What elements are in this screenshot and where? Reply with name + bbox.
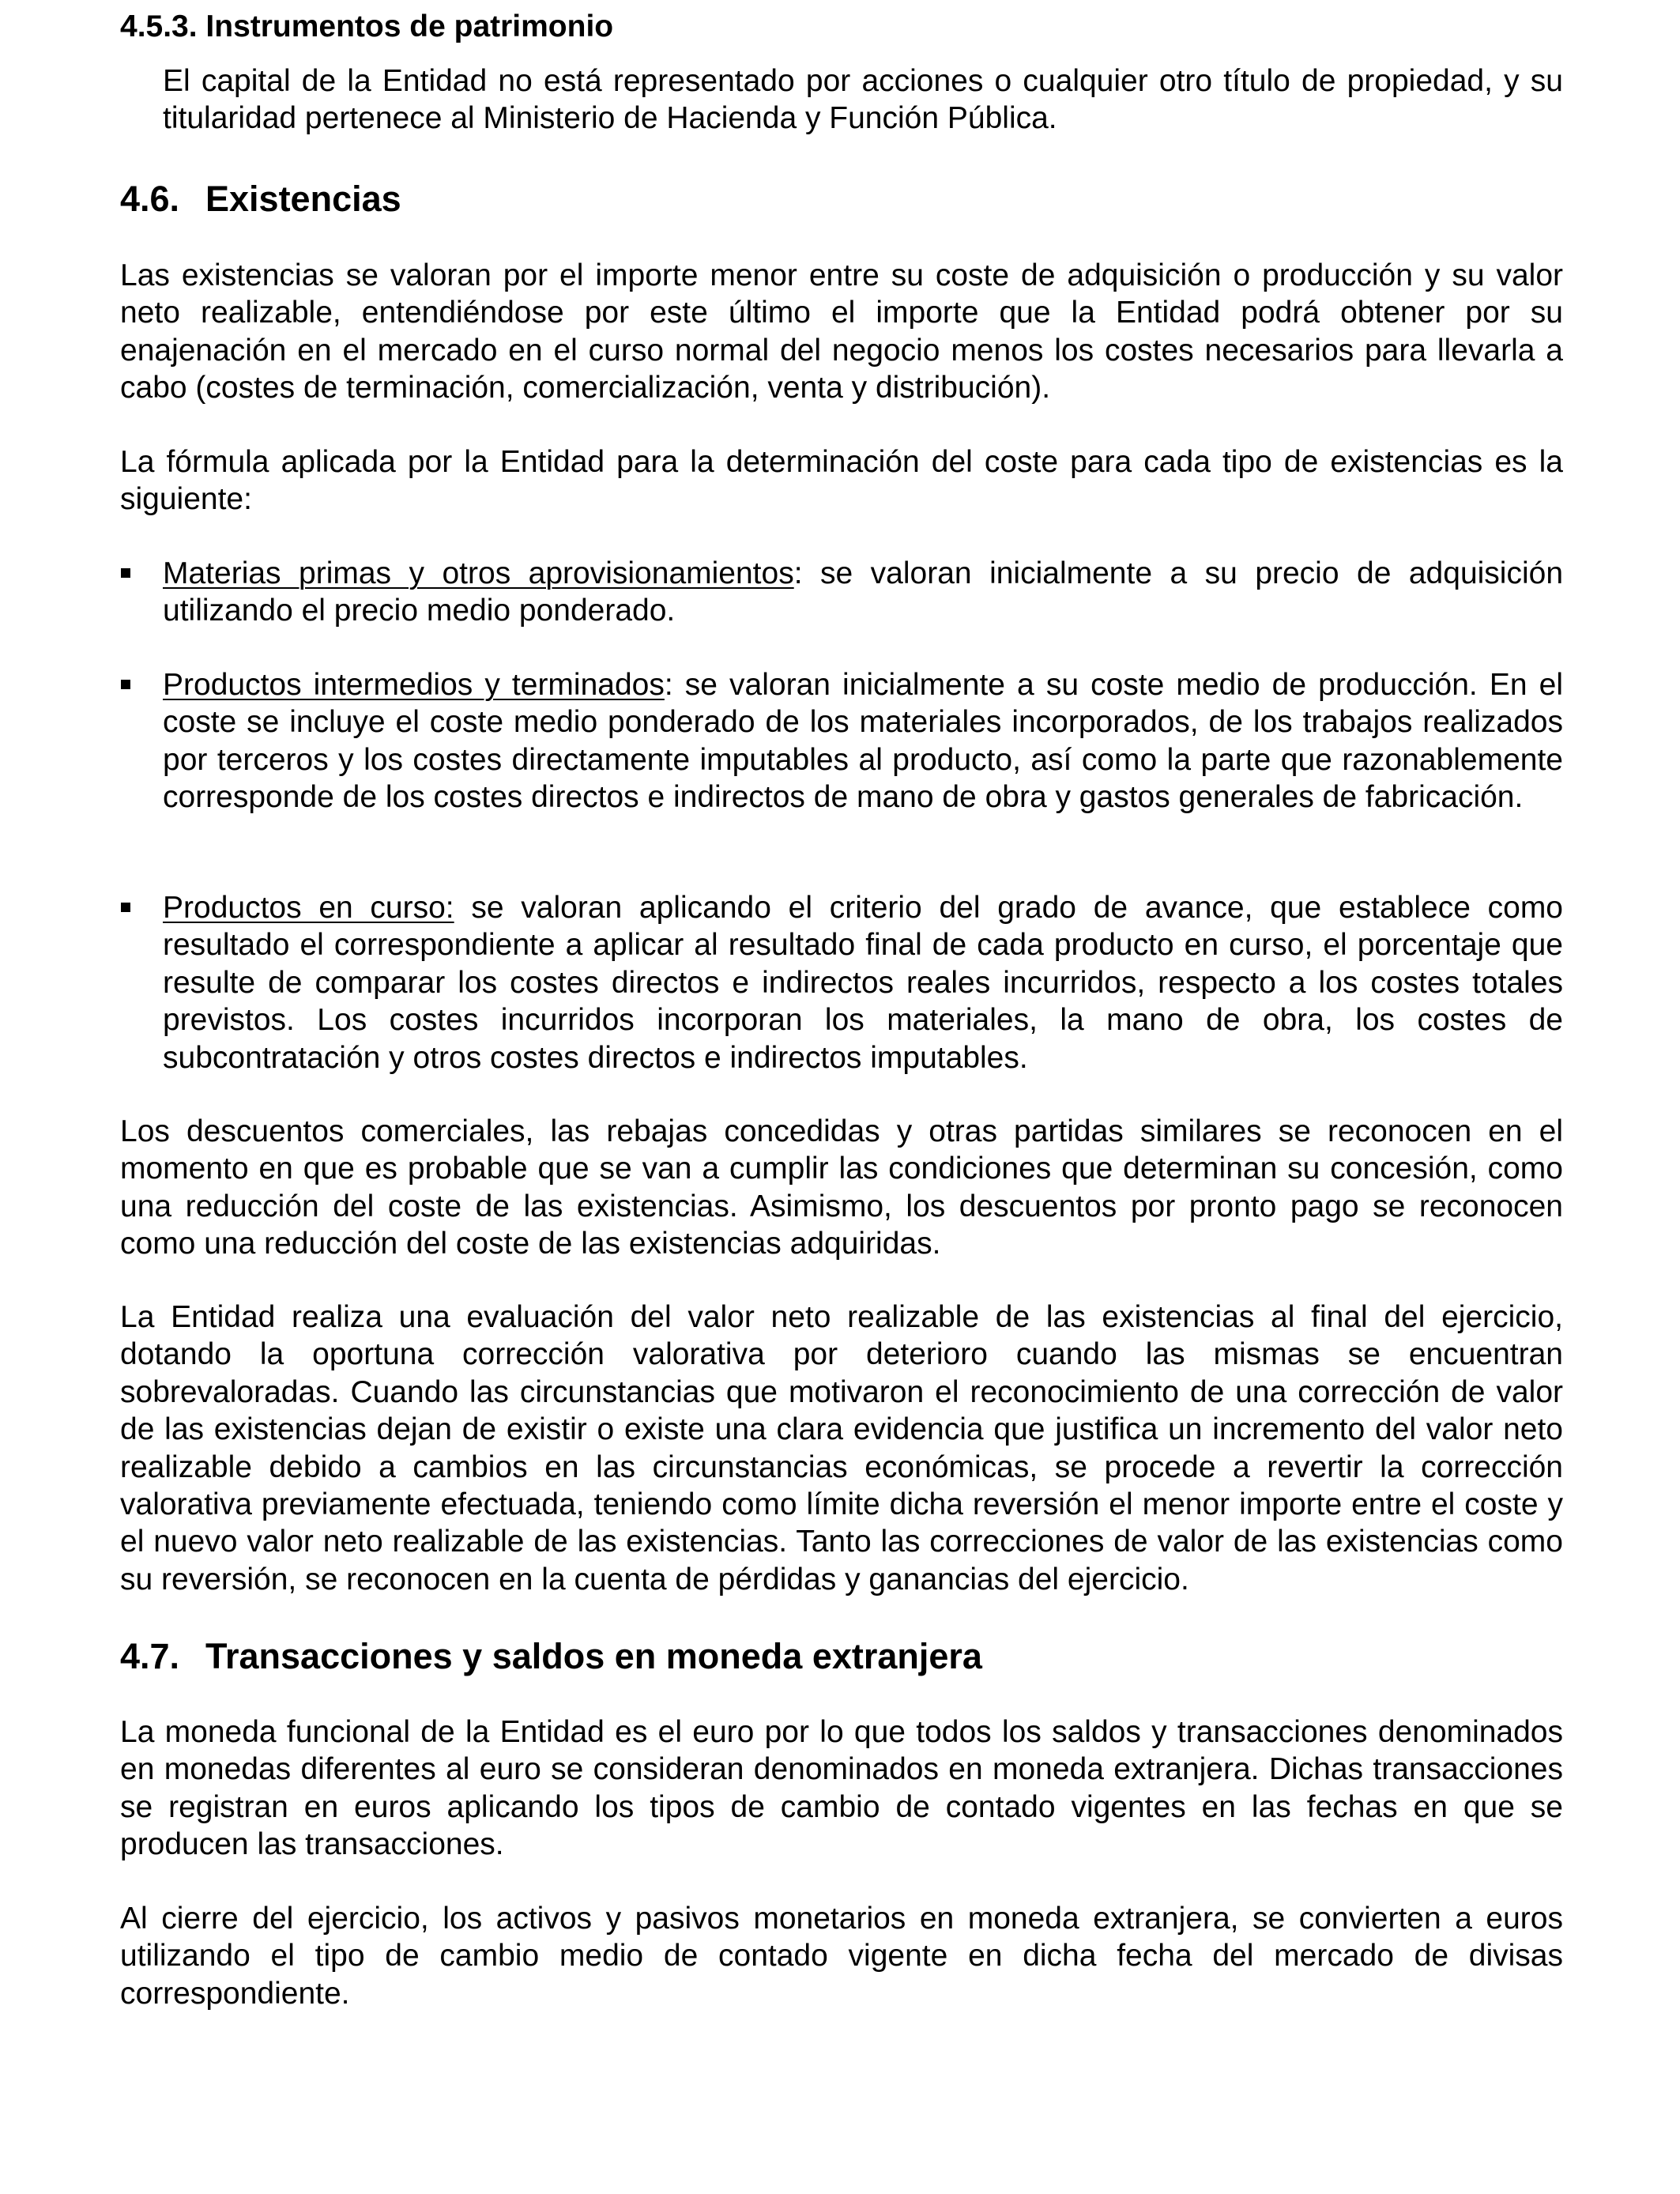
section-4-6-heading <box>120 179 401 220</box>
bullet-item-materias-primas <box>163 555 1563 630</box>
existencias-paragraph-evaluacion: La Entidad realiza una evaluación del valor neto realizable de las existencias al final del ejercicio, dotando la oportuna corrección valorativa por deterioro cuando las mismas se encuentran sobrevaloradas. Cuando las circunstancias que motivaron el reconocimiento de una corrección de valor de las existencias dejan de existir o existe una clara evidencia que justifica un incremento del valor neto realizable debido a cambios en las circunstancias económicas, se procede a revertir la corrección valorativa previamente efectuada, teniendo como límite dicha reversión el menor importe entre el coste y el nuevo valor neto realizable de las existencias. Tanto las correcciones de valor de las existencias como su reversión, se reconocen en la cuenta de pérdidas y ganancias del ejercicio. <box>120 1300 1563 1596</box>
moneda-paragraph-2: Al cierre del ejercicio, los activos y pasivos monetarios en moneda extranjera, se convierten a euros utilizando el tipo de cambio medio de contado vigente en dicha fecha del mercado de divisas correspondiente. <box>120 1902 1563 2011</box>
bullet-term: Productos intermedios y terminados <box>163 668 665 702</box>
bullet-item-productos-en-curso <box>163 889 1563 1076</box>
existencias-paragraph-descuentos: Los descuentos comerciales, las rebajas concedidas y otras partidas similares se reconocen en el momento en que es probable que se van a cumplir las condiciones que determinan su concesión, como una reducción del coste de las existencias. Asimismo, los descuentos por pronto pago se reconocen como una reducción del coste de las existencias adquiridas. <box>120 1114 1563 1261</box>
bullet-text: : se valoran inicialmente a su coste medio de producción. En el coste se incluye el coste medio ponderado de los materiales incorporados, de los trabajos realizados por terceros y los costes directamente imputables al producto, así como la parte que razonablemente corresponde de los costes directos e indirectos de mano de obra y gastos generales de fabricación. <box>163 668 1563 815</box>
bullet-term: Productos en curso: <box>163 891 454 925</box>
section-4-5-3-paragraph: El capital de la Entidad no está representado por acciones o cualquier otro título de propiedad, y su titularidad pertenece al Ministerio de Hacienda y Función Pública. <box>163 64 1563 136</box>
section-4-7-title: Transacciones y saldos en moneda extranjera <box>205 1636 982 1676</box>
section-4-7-number: 4.7. <box>120 1636 180 1676</box>
bullet-term: Materias primas y otros aprovisionamientos <box>163 556 794 590</box>
moneda-paragraph-1: La moneda funcional de la Entidad es el euro por lo que todos los saldos y transacciones denominados en monedas diferentes al euro se consideran denominados en moneda extranjera. Dichas transacciones se registran en euros aplicando los tipos de cambio de contado vigentes en las fechas en que se producen las transacciones. <box>120 1715 1563 1862</box>
bullet-item-productos-intermedios <box>163 666 1563 816</box>
bullet-marker-2 <box>121 680 130 689</box>
section-4-6-number: 4.6. <box>120 179 180 219</box>
section-4-5-3-heading: 4.5.3. Instrumentos de patrimonio <box>120 9 614 43</box>
section-4-6-title: Existencias <box>205 179 401 219</box>
bullet-text: : se valoran inicialmente a su precio de adquisición utilizando el precio medio ponderado. <box>163 556 1564 628</box>
bullet-text: se valoran aplicando el criterio del grado de avance, que establece como resultado el correspondiente a aplicar al resultado final de cada producto en curso, el porcentaje que resulte de comparar los costes directos e indirectos reales incurridos, respecto a los costes totales previstos. Los costes incurridos incorporan los materiales, la mano de obra, los costes de subcontratación y otros costes directos e indirectos imputables. <box>163 891 1563 1075</box>
bullet-marker-3 <box>121 903 130 912</box>
section-4-7-heading <box>120 1636 982 1677</box>
existencias-paragraph-1: Las existencias se valoran por el importe menor entre su coste de adquisición o producción y su valor neto realizable, entendiéndose por este último el importe que la Entidad podrá obtener por su enajenación en el mercado en el curso normal del negocio menos los costes necesarios para llevarla a cabo (costes de terminación, comercialización, venta y distribución). <box>120 258 1563 405</box>
bullet-marker-1 <box>121 568 130 578</box>
existencias-paragraph-2: La fórmula aplicada por la Entidad para la determinación del coste para cada tipo de existencias es la siguiente: <box>120 445 1563 517</box>
